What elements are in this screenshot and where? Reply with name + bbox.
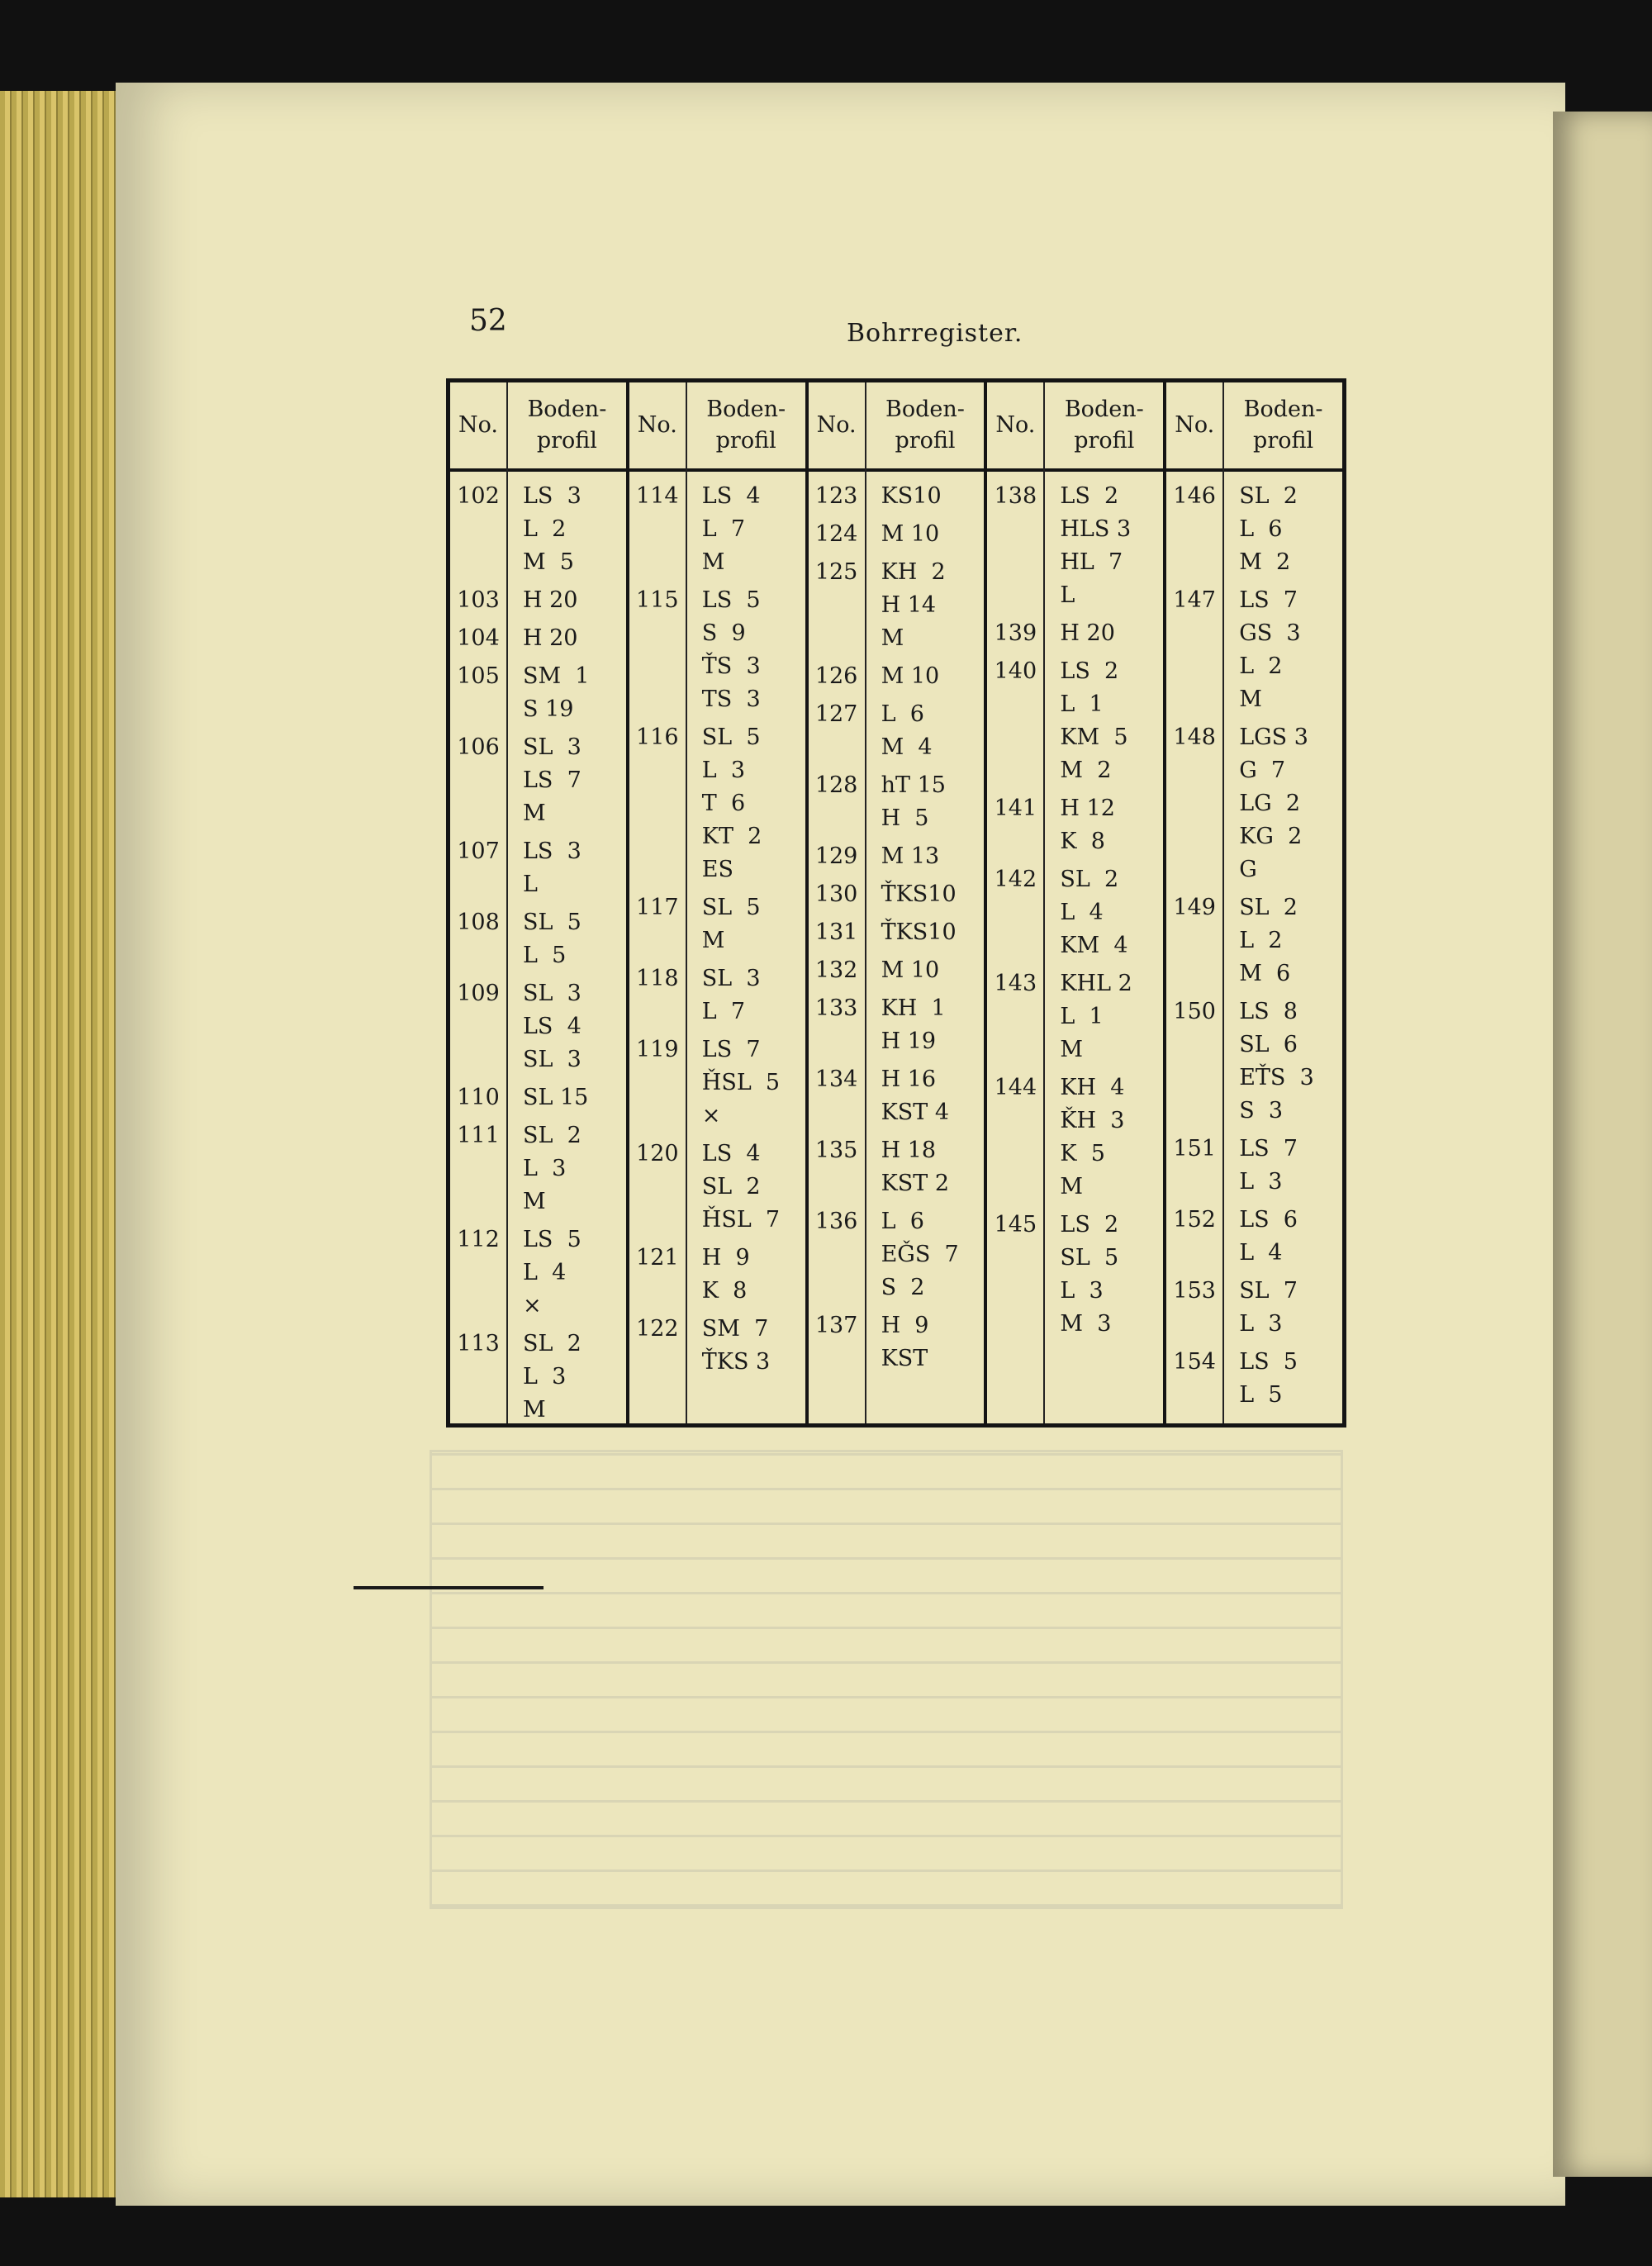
boring-number: 144	[994, 1075, 1037, 1100]
soil-profile-layer: S 9	[701, 620, 746, 646]
no-column	[450, 382, 508, 1423]
boring-number: 107	[457, 838, 500, 864]
boring-number: 128	[814, 772, 858, 798]
page-title: Bohrregister.	[847, 319, 1023, 348]
no-column-header: No.	[629, 382, 686, 472]
soil-profile-layer: K 5	[1060, 1141, 1105, 1166]
soil-profile-layer: L 3	[1239, 1311, 1283, 1337]
soil-profile-layer: H 14	[881, 592, 937, 618]
table-column-group	[450, 382, 626, 1423]
soil-profile-layer: ȞSL 5	[701, 1070, 781, 1095]
boring-number: 138	[994, 483, 1037, 509]
soil-profile-layer: ǨH 3	[1060, 1108, 1125, 1133]
table-column-group	[805, 382, 985, 1423]
soil-profile-layer: ŤKS10	[881, 919, 957, 945]
soil-profile-layer: H 18	[881, 1138, 937, 1163]
boring-number: 143	[994, 971, 1037, 996]
soil-profile-layer: LS 7	[701, 1037, 761, 1062]
soil-profile-layer: M 6	[1239, 961, 1291, 986]
soil-profile-layer: LS 3	[523, 838, 582, 864]
no-column	[987, 382, 1045, 1423]
soil-profile-layer: LS 8	[1239, 999, 1298, 1024]
soil-profile-layer: LS 5	[701, 587, 761, 613]
boring-number: 140	[994, 658, 1037, 684]
soil-profile-layer: LS 4	[701, 1141, 761, 1166]
soil-profile-layer: L 2	[523, 516, 567, 542]
boring-number: 141	[994, 796, 1037, 821]
soil-profile-layer: L 3	[523, 1364, 567, 1390]
soil-profile-layer: SL 5	[701, 724, 761, 750]
soil-profile-layer: LS 6	[1239, 1207, 1298, 1233]
soil-profile-layer: M	[523, 1189, 546, 1214]
soil-profile-layer: M	[1060, 1037, 1084, 1062]
soil-profile-layer: H 9	[881, 1313, 929, 1338]
soil-profile-layer: T 6	[701, 791, 746, 816]
soil-profile-layer: LS 5	[523, 1227, 582, 1252]
soil-profile-layer: KST	[881, 1346, 928, 1371]
no-column	[629, 382, 687, 1423]
boring-number: 127	[814, 701, 858, 727]
soil-profile-layer: L 5	[523, 943, 567, 968]
soil-profile-layer: M 2	[1060, 758, 1112, 783]
soil-profile-layer: GS 3	[1239, 620, 1301, 646]
boring-number: 110	[457, 1085, 500, 1110]
soil-profile-layer: SL 2	[1239, 483, 1298, 509]
soil-profile-layer: SL 3	[523, 734, 582, 760]
soil-profile-layer: SL 2	[523, 1331, 582, 1356]
soil-profile-layer: H 16	[881, 1066, 937, 1092]
soil-profile-layer: SL 6	[1239, 1032, 1298, 1057]
boring-number: 153	[1173, 1278, 1216, 1304]
boring-number: 154	[1173, 1349, 1216, 1375]
soil-profile-layer: KM 4	[1060, 933, 1128, 958]
soil-profile-layer: M	[523, 800, 546, 826]
no-column-header: No.	[1166, 382, 1222, 472]
soil-profile-layer: SL 5	[1060, 1245, 1119, 1271]
soil-profile-layer: SL 2	[523, 1123, 582, 1148]
soil-profile-layer: LS 4	[523, 1014, 582, 1039]
boring-number: 123	[814, 483, 858, 509]
soil-profile-layer: LS 2	[1060, 658, 1119, 684]
profile-column-header: Boden- profil	[1045, 382, 1163, 472]
soil-profile-layer: LS 3	[523, 483, 582, 509]
soil-profile-layer: SL 5	[523, 910, 582, 935]
soil-profile-layer: L 7	[701, 999, 746, 1024]
soil-profile-layer: G 7	[1239, 758, 1286, 783]
soil-profile-layer: L 1	[1060, 691, 1104, 717]
soil-profile-layer: K 8	[701, 1278, 748, 1304]
boring-number: 133	[814, 995, 858, 1021]
soil-profile-layer: M 10	[881, 663, 940, 689]
soil-profile-layer: KS10	[881, 483, 942, 509]
boring-number: 109	[457, 981, 500, 1006]
soil-profile-layer: LS 2	[1060, 483, 1119, 509]
soil-profile-layer: L 2	[1239, 928, 1283, 953]
soil-profile-layer: L 3	[1239, 1169, 1283, 1195]
soil-profile-layer: M	[1060, 1174, 1084, 1200]
no-column-header: No.	[450, 382, 506, 472]
table-column-group	[626, 382, 805, 1423]
profile-column-header: Boden- profil	[866, 382, 985, 472]
soil-profile-layer: M	[1239, 686, 1262, 712]
soil-profile-layer: TS 3	[701, 686, 761, 712]
drill-register-table	[446, 378, 1346, 1428]
soil-profile-layer: ×	[701, 1103, 721, 1128]
soil-profile-layer: L 3	[701, 758, 746, 783]
soil-profile-layer: M 2	[1239, 549, 1291, 575]
soil-profile-layer: L 3	[523, 1156, 567, 1181]
boring-number: 152	[1173, 1207, 1216, 1233]
boring-number: 126	[814, 663, 858, 689]
boring-number: 119	[636, 1037, 679, 1062]
soil-profile-layer: G	[1239, 857, 1257, 882]
boring-number: 120	[636, 1141, 679, 1166]
soil-profile-layer: KG 2	[1239, 824, 1303, 849]
soil-profile-layer: SL 5	[701, 895, 761, 920]
soil-profile-layer: M	[701, 549, 725, 575]
boring-number: 136	[814, 1209, 858, 1234]
boring-number: 142	[994, 867, 1037, 892]
soil-profile-layer: KM 5	[1060, 724, 1128, 750]
soil-profile-layer: SL 2	[701, 1174, 761, 1200]
soil-profile-layer: L 6	[1239, 516, 1283, 542]
soil-profile-layer: H 5	[881, 805, 929, 831]
boring-number: 137	[814, 1313, 858, 1338]
soil-profile-layer: SL 15	[523, 1085, 589, 1110]
soil-profile-layer: L 6	[881, 701, 924, 727]
soil-profile-layer: L 7	[701, 516, 746, 542]
soil-profile-layer: H 20	[523, 587, 578, 613]
soil-profile-layer: H 12	[1060, 796, 1115, 821]
no-column	[1166, 382, 1224, 1423]
soil-profile-layer: KH 1	[881, 995, 946, 1021]
soil-profile-layer: LGS 3	[1239, 724, 1308, 750]
no-column	[809, 382, 866, 1423]
soil-profile-layer: ŤKS10	[881, 881, 957, 907]
soil-profile-layer: ×	[523, 1293, 542, 1318]
boring-number: 117	[636, 895, 679, 920]
soil-profile-layer: L 5	[1239, 1382, 1283, 1408]
soil-profile-layer: ES	[701, 857, 734, 882]
soil-profile-layer: S 19	[523, 696, 574, 722]
soil-profile-layer: S 3	[1239, 1098, 1284, 1123]
profile-column	[1224, 382, 1342, 1423]
facing-page-edge	[1553, 112, 1652, 2177]
soil-profile-layer: EŤS 3	[1239, 1065, 1314, 1090]
soil-profile-layer: K 8	[1060, 829, 1105, 854]
soil-profile-layer: H 20	[1060, 620, 1115, 646]
soil-profile-layer: EǦS 7	[881, 1242, 959, 1267]
boring-number: 149	[1173, 895, 1216, 920]
soil-profile-layer: M 3	[1060, 1311, 1112, 1337]
soil-profile-layer: H 19	[881, 1028, 937, 1054]
soil-profile-layer: HLS 3	[1060, 516, 1132, 542]
boring-number: 104	[457, 625, 500, 651]
soil-profile-layer: S 2	[881, 1275, 925, 1300]
soil-profile-layer: SL 7	[1239, 1278, 1298, 1304]
soil-profile-layer: L 4	[1060, 900, 1104, 925]
soil-profile-layer: LS 5	[1239, 1349, 1298, 1375]
profile-column	[687, 382, 805, 1423]
soil-profile-layer: SL 2	[1239, 895, 1298, 920]
soil-profile-layer: M 4	[881, 734, 933, 760]
soil-profile-layer: SL 3	[523, 1047, 582, 1072]
soil-profile-layer: M 5	[523, 549, 574, 575]
soil-profile-layer: L	[523, 872, 538, 897]
soil-profile-layer: SL 3	[523, 981, 582, 1006]
boring-number: 145	[994, 1212, 1037, 1238]
section-divider	[354, 1586, 544, 1589]
profile-column	[866, 382, 985, 1423]
soil-profile-layer: M	[523, 1397, 546, 1423]
soil-profile-layer: SM 1	[523, 663, 590, 689]
soil-profile-layer: LS 7	[1239, 587, 1298, 613]
soil-profile-layer: LS 7	[523, 767, 582, 793]
boring-number: 146	[1173, 483, 1216, 509]
no-column-header: No.	[809, 382, 865, 472]
boring-number: 134	[814, 1066, 858, 1092]
boring-number: 105	[457, 663, 500, 689]
boring-number: 108	[457, 910, 500, 935]
soil-profile-layer: SL 3	[701, 966, 761, 991]
soil-profile-layer: L 1	[1060, 1004, 1104, 1029]
boring-number: 147	[1173, 587, 1216, 613]
soil-profile-layer: M	[881, 625, 904, 651]
boring-number: 112	[457, 1227, 500, 1252]
boring-number: 135	[814, 1138, 858, 1163]
book-page-edges	[0, 91, 124, 2197]
boring-number: 139	[994, 620, 1037, 646]
boring-number: 106	[457, 734, 500, 760]
profile-column	[508, 382, 626, 1423]
soil-profile-layer: L	[1060, 582, 1075, 608]
boring-number: 124	[814, 521, 858, 547]
soil-profile-layer: M 10	[881, 521, 940, 547]
boring-number: 121	[636, 1245, 679, 1271]
soil-profile-layer: H 20	[523, 625, 578, 651]
boring-number: 111	[457, 1123, 500, 1148]
soil-profile-layer: L 4	[523, 1260, 567, 1285]
boring-number: 129	[814, 843, 858, 869]
profile-column	[1045, 382, 1163, 1423]
soil-profile-layer: H 9	[701, 1245, 750, 1271]
soil-profile-layer: LS 2	[1060, 1212, 1119, 1238]
boring-number: 115	[636, 587, 679, 613]
boring-number: 113	[457, 1331, 500, 1356]
bleed-through-table	[430, 1450, 1343, 1909]
profile-column-header: Boden- profil	[508, 382, 626, 472]
boring-number: 150	[1173, 999, 1216, 1024]
no-column-header: No.	[987, 382, 1043, 472]
boring-number: 118	[636, 966, 679, 991]
soil-profile-layer: KST 4	[881, 1100, 950, 1125]
table-column-group	[984, 382, 1163, 1423]
boring-number: 114	[636, 483, 679, 509]
soil-profile-layer: ȞSL 7	[701, 1207, 781, 1233]
soil-profile-layer: LG 2	[1239, 791, 1301, 816]
soil-profile-layer: L 4	[1239, 1240, 1283, 1266]
soil-profile-layer: KT 2	[701, 824, 762, 849]
soil-profile-layer: KHL 2	[1060, 971, 1132, 996]
soil-profile-layer: hT 15	[881, 772, 946, 798]
boring-number: 103	[457, 587, 500, 613]
soil-profile-layer: KH 2	[881, 559, 946, 585]
soil-profile-layer: HL 7	[1060, 549, 1123, 575]
page-number: 52	[469, 304, 507, 338]
boring-number: 122	[636, 1316, 679, 1342]
boring-number: 148	[1173, 724, 1216, 750]
profile-column-header: Boden- profil	[1224, 382, 1342, 472]
soil-profile-layer: KST 2	[881, 1171, 950, 1196]
boring-number: 151	[1173, 1136, 1216, 1162]
boring-number: 130	[814, 881, 858, 907]
soil-profile-layer: LS 7	[1239, 1136, 1298, 1162]
profile-column-header: Boden- profil	[687, 382, 805, 472]
soil-profile-layer: ŤS 3	[701, 653, 761, 679]
soil-profile-layer: L 2	[1239, 653, 1283, 679]
soil-profile-layer: KH 4	[1060, 1075, 1125, 1100]
soil-profile-layer: ŤKS 3	[701, 1349, 771, 1375]
boring-number: 125	[814, 559, 858, 585]
soil-profile-layer: LS 4	[701, 483, 761, 509]
boring-number: 132	[814, 957, 858, 983]
table-column-group	[1163, 382, 1342, 1423]
soil-profile-layer: L 6	[881, 1209, 924, 1234]
soil-profile-layer: SM 7	[701, 1316, 769, 1342]
boring-number: 116	[636, 724, 679, 750]
soil-profile-layer: M 10	[881, 957, 940, 983]
soil-profile-layer: L 3	[1060, 1278, 1104, 1304]
soil-profile-layer: M 13	[881, 843, 940, 869]
soil-profile-layer: SL 2	[1060, 867, 1119, 892]
boring-number: 102	[457, 483, 500, 509]
boring-number: 131	[814, 919, 858, 945]
soil-profile-layer: M	[701, 928, 725, 953]
